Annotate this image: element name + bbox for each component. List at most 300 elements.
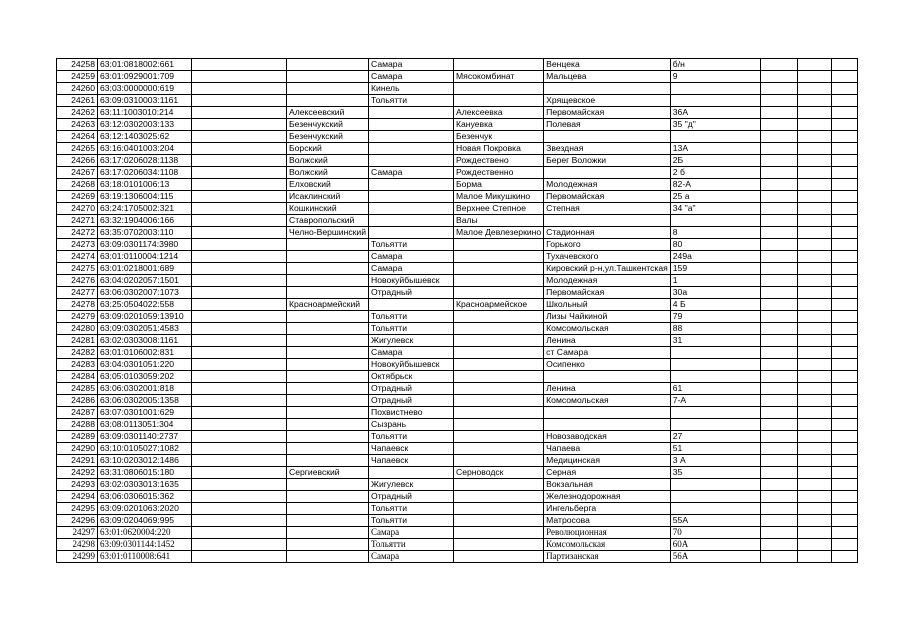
table-cell[interactable] (831, 431, 857, 443)
table-cell[interactable] (287, 59, 369, 71)
table-cell[interactable]: б/н (670, 59, 760, 71)
table-cell[interactable] (760, 95, 797, 107)
table-cell[interactable] (760, 239, 797, 251)
table-cell[interactable]: Безенчукский (287, 131, 369, 143)
table-cell[interactable] (192, 515, 287, 527)
table-cell[interactable] (670, 371, 760, 383)
table-cell[interactable]: 63:09:0301144:1452 (98, 539, 192, 551)
table-cell[interactable]: Первомайская (544, 107, 671, 119)
table-cell[interactable] (192, 551, 287, 563)
table-cell[interactable] (192, 527, 287, 539)
table-cell[interactable]: 27 (670, 431, 760, 443)
table-cell[interactable] (831, 551, 857, 563)
table-cell[interactable]: 63:02:0303013:1635 (98, 479, 192, 491)
table-cell[interactable]: Самара (369, 167, 454, 179)
table-cell[interactable]: 24278 (57, 299, 98, 311)
table-cell[interactable] (670, 479, 760, 491)
table-cell[interactable]: Сызрань (369, 419, 454, 431)
table-cell[interactable]: 24294 (57, 491, 98, 503)
table-cell[interactable] (454, 323, 544, 335)
table-cell[interactable] (454, 527, 544, 539)
table-cell[interactable] (797, 515, 831, 527)
table-cell[interactable] (760, 119, 797, 131)
table-cell[interactable] (760, 419, 797, 431)
table-cell[interactable] (369, 155, 454, 167)
table-cell[interactable] (831, 407, 857, 419)
table-cell[interactable]: 63:32:1904006:166 (98, 215, 192, 227)
table-cell[interactable] (192, 251, 287, 263)
table-cell[interactable] (831, 155, 857, 167)
table-cell[interactable] (797, 383, 831, 395)
table-cell[interactable] (760, 503, 797, 515)
table-cell[interactable] (192, 263, 287, 275)
table-cell[interactable] (831, 119, 857, 131)
table-cell[interactable]: 24285 (57, 383, 98, 395)
table-cell[interactable] (454, 491, 544, 503)
table-cell[interactable]: Серноводск (454, 467, 544, 479)
table-cell[interactable]: 24277 (57, 287, 98, 299)
table-cell[interactable] (797, 491, 831, 503)
table-cell[interactable] (831, 167, 857, 179)
table-cell[interactable] (287, 443, 369, 455)
table-cell[interactable]: 61 (670, 383, 760, 395)
table-cell[interactable] (454, 251, 544, 263)
table-cell[interactable] (831, 203, 857, 215)
table-cell[interactable]: 24288 (57, 419, 98, 431)
table-cell[interactable]: 63:25:0504022:558 (98, 299, 192, 311)
table-cell[interactable]: 7-А (670, 395, 760, 407)
table-cell[interactable] (797, 335, 831, 347)
table-cell[interactable] (797, 539, 831, 551)
table-cell[interactable]: Красноармейское (454, 299, 544, 311)
table-cell[interactable]: 63:04:0202057:1501 (98, 275, 192, 287)
table-cell[interactable]: 24291 (57, 455, 98, 467)
table-cell[interactable]: 88 (670, 323, 760, 335)
table-cell[interactable]: Волжский (287, 155, 369, 167)
table-cell[interactable] (287, 263, 369, 275)
table-cell[interactable]: 63:35:0702003:110 (98, 227, 192, 239)
table-cell[interactable] (797, 143, 831, 155)
table-cell[interactable]: Кировский р-н,ул.Ташкентская (544, 263, 671, 275)
table-cell[interactable]: 63:07:0301001:629 (98, 407, 192, 419)
table-cell[interactable] (831, 263, 857, 275)
table-cell[interactable] (192, 215, 287, 227)
table-cell[interactable] (287, 311, 369, 323)
table-cell[interactable]: Сергиевский (287, 467, 369, 479)
table-cell[interactable]: Безенчук (454, 131, 544, 143)
table-cell[interactable]: Рождественно (454, 167, 544, 179)
table-cell[interactable] (797, 467, 831, 479)
table-cell[interactable] (192, 131, 287, 143)
table-cell[interactable] (797, 215, 831, 227)
table-cell[interactable]: Комсомольская (544, 395, 671, 407)
table-cell[interactable] (369, 227, 454, 239)
table-cell[interactable] (192, 107, 287, 119)
table-cell[interactable]: 63:01:0110004:1214 (98, 251, 192, 263)
table-cell[interactable]: 31 (670, 335, 760, 347)
table-cell[interactable]: Тольятти (369, 95, 454, 107)
table-cell[interactable] (544, 215, 671, 227)
table-cell[interactable]: Тольятти (369, 515, 454, 527)
table-cell[interactable] (831, 179, 857, 191)
table-cell[interactable] (287, 539, 369, 551)
table-cell[interactable]: 159 (670, 263, 760, 275)
table-cell[interactable]: 63:01:0218001:689 (98, 263, 192, 275)
table-cell[interactable] (369, 131, 454, 143)
table-cell[interactable] (760, 299, 797, 311)
table-cell[interactable]: Малое Микушкино (454, 191, 544, 203)
table-cell[interactable]: 24270 (57, 203, 98, 215)
table-cell[interactable] (454, 383, 544, 395)
table-cell[interactable]: 51 (670, 443, 760, 455)
table-cell[interactable] (369, 143, 454, 155)
table-cell[interactable] (544, 83, 671, 95)
table-cell[interactable]: Ставропольский (287, 215, 369, 227)
table-cell[interactable] (454, 263, 544, 275)
table-cell[interactable]: 24282 (57, 347, 98, 359)
table-cell[interactable]: Ленина (544, 383, 671, 395)
table-cell[interactable]: 249а (670, 251, 760, 263)
table-cell[interactable] (797, 83, 831, 95)
table-cell[interactable] (192, 191, 287, 203)
table-cell[interactable]: Ингельберга (544, 503, 671, 515)
table-cell[interactable] (831, 359, 857, 371)
table-cell[interactable]: Отрадный (369, 287, 454, 299)
table-cell[interactable] (192, 371, 287, 383)
table-cell[interactable]: Медицинская (544, 455, 671, 467)
table-cell[interactable]: Серная (544, 467, 671, 479)
table-cell[interactable]: 63:09:0204069:995 (98, 515, 192, 527)
table-cell[interactable]: 60А (670, 539, 760, 551)
table-cell[interactable] (454, 515, 544, 527)
table-cell[interactable] (287, 275, 369, 287)
table-cell[interactable]: 63:06:0302001:818 (98, 383, 192, 395)
table-cell[interactable]: Чапаевск (369, 443, 454, 455)
table-cell[interactable] (287, 527, 369, 539)
table-cell[interactable]: Борма (454, 179, 544, 191)
table-cell[interactable]: ст Самара (544, 347, 671, 359)
table-cell[interactable] (369, 467, 454, 479)
table-cell[interactable] (831, 107, 857, 119)
table-cell[interactable]: Горького (544, 239, 671, 251)
table-cell[interactable] (192, 503, 287, 515)
table-cell[interactable] (760, 467, 797, 479)
table-cell[interactable] (192, 395, 287, 407)
table-cell[interactable]: Самара (369, 59, 454, 71)
table-cell[interactable]: Венцека (544, 59, 671, 71)
table-cell[interactable]: Жигулевск (369, 479, 454, 491)
table-cell[interactable] (797, 179, 831, 191)
table-cell[interactable]: 63:19:1306004:115 (98, 191, 192, 203)
table-cell[interactable] (670, 131, 760, 143)
table-cell[interactable]: Самара (369, 251, 454, 263)
table-cell[interactable]: Комсомольская (544, 323, 671, 335)
table-cell[interactable]: Кошкинский (287, 203, 369, 215)
table-cell[interactable] (760, 203, 797, 215)
table-cell[interactable] (454, 539, 544, 551)
table-cell[interactable]: Самара (369, 71, 454, 83)
table-cell[interactable] (797, 239, 831, 251)
table-cell[interactable] (287, 71, 369, 83)
table-cell[interactable]: 63:06:0306015:362 (98, 491, 192, 503)
table-cell[interactable]: Тухачевского (544, 251, 671, 263)
table-cell[interactable]: 24284 (57, 371, 98, 383)
table-cell[interactable] (192, 467, 287, 479)
table-cell[interactable]: 63:02:0303008:1161 (98, 335, 192, 347)
table-cell[interactable] (760, 59, 797, 71)
table-cell[interactable] (831, 443, 857, 455)
table-cell[interactable]: 24274 (57, 251, 98, 263)
table-cell[interactable] (797, 419, 831, 431)
table-cell[interactable] (192, 275, 287, 287)
table-cell[interactable] (831, 71, 857, 83)
table-cell[interactable]: 63:03:0000000:619 (98, 83, 192, 95)
table-cell[interactable]: 63:12:1403025:62 (98, 131, 192, 143)
table-cell[interactable] (760, 83, 797, 95)
table-cell[interactable] (454, 551, 544, 563)
table-cell[interactable] (831, 371, 857, 383)
table-cell[interactable] (454, 347, 544, 359)
table-cell[interactable]: 24295 (57, 503, 98, 515)
table-cell[interactable] (831, 143, 857, 155)
table-cell[interactable] (760, 311, 797, 323)
table-cell[interactable] (287, 395, 369, 407)
table-cell[interactable]: Школьный (544, 299, 671, 311)
table-cell[interactable] (454, 443, 544, 455)
table-cell[interactable] (797, 95, 831, 107)
table-cell[interactable]: 24298 (57, 539, 98, 551)
table-cell[interactable]: 63:05:0103059:202 (98, 371, 192, 383)
table-cell[interactable]: Безенчукский (287, 119, 369, 131)
table-cell[interactable]: Партизанская (544, 551, 671, 563)
table-cell[interactable] (192, 419, 287, 431)
table-cell[interactable] (192, 59, 287, 71)
table-cell[interactable]: 63:01:0929001:709 (98, 71, 192, 83)
table-cell[interactable] (760, 383, 797, 395)
table-cell[interactable]: 35 "д" (670, 119, 760, 131)
table-cell[interactable] (454, 359, 544, 371)
table-cell[interactable] (831, 251, 857, 263)
table-cell[interactable] (369, 203, 454, 215)
table-cell[interactable] (797, 371, 831, 383)
table-cell[interactable]: 56А (670, 551, 760, 563)
table-cell[interactable]: Степная (544, 203, 671, 215)
table-cell[interactable]: Жигулевск (369, 335, 454, 347)
table-cell[interactable]: 24266 (57, 155, 98, 167)
table-cell[interactable]: 3 А (670, 455, 760, 467)
table-cell[interactable] (760, 107, 797, 119)
table-cell[interactable] (369, 299, 454, 311)
table-cell[interactable]: 63:10:0203012:1486 (98, 455, 192, 467)
table-cell[interactable] (797, 59, 831, 71)
table-cell[interactable]: Алексеевка (454, 107, 544, 119)
table-cell[interactable] (760, 263, 797, 275)
table-cell[interactable]: Тольятти (369, 503, 454, 515)
table-cell[interactable]: 8 (670, 227, 760, 239)
table-cell[interactable] (287, 371, 369, 383)
table-cell[interactable] (454, 395, 544, 407)
table-cell[interactable] (287, 551, 369, 563)
table-cell[interactable] (369, 191, 454, 203)
table-cell[interactable]: Молодежная (544, 179, 671, 191)
table-cell[interactable] (192, 143, 287, 155)
table-cell[interactable] (831, 467, 857, 479)
table-cell[interactable]: Отрадный (369, 395, 454, 407)
table-cell[interactable] (287, 503, 369, 515)
table-cell[interactable] (797, 443, 831, 455)
table-cell[interactable] (287, 419, 369, 431)
table-cell[interactable] (797, 299, 831, 311)
table-cell[interactable] (192, 455, 287, 467)
table-cell[interactable]: Ленина (544, 335, 671, 347)
table-cell[interactable] (544, 167, 671, 179)
table-cell[interactable] (797, 107, 831, 119)
table-cell[interactable] (831, 479, 857, 491)
table-cell[interactable]: 1 (670, 275, 760, 287)
table-cell[interactable]: Отрадный (369, 491, 454, 503)
table-cell[interactable] (192, 359, 287, 371)
table-cell[interactable]: 55А (670, 515, 760, 527)
table-cell[interactable]: 63:09:0201063:2020 (98, 503, 192, 515)
table-cell[interactable] (831, 227, 857, 239)
table-cell[interactable]: 63:06:0302005:1358 (98, 395, 192, 407)
table-cell[interactable] (287, 455, 369, 467)
table-cell[interactable]: 13А (670, 143, 760, 155)
table-cell[interactable] (760, 431, 797, 443)
table-cell[interactable]: 63:17:0206028:1138 (98, 155, 192, 167)
table-cell[interactable] (760, 491, 797, 503)
table-cell[interactable] (454, 503, 544, 515)
table-cell[interactable]: Отрадный (369, 383, 454, 395)
table-cell[interactable] (760, 131, 797, 143)
table-cell[interactable] (797, 71, 831, 83)
table-cell[interactable] (760, 323, 797, 335)
table-cell[interactable] (192, 203, 287, 215)
table-cell[interactable] (760, 335, 797, 347)
table-cell[interactable]: Новозаводская (544, 431, 671, 443)
table-cell[interactable]: Тольятти (369, 431, 454, 443)
table-cell[interactable]: Чапаевск (369, 455, 454, 467)
table-cell[interactable] (831, 215, 857, 227)
table-cell[interactable]: Тольятти (369, 323, 454, 335)
table-cell[interactable] (192, 167, 287, 179)
table-cell[interactable]: 36А (670, 107, 760, 119)
table-cell[interactable]: Самара (369, 347, 454, 359)
table-cell[interactable] (454, 419, 544, 431)
table-cell[interactable]: Революционная (544, 527, 671, 539)
table-cell[interactable]: 63:08:0113051:304 (98, 419, 192, 431)
table-cell[interactable] (192, 119, 287, 131)
table-cell[interactable]: 2 б (670, 167, 760, 179)
table-cell[interactable] (192, 539, 287, 551)
table-cell[interactable]: 24283 (57, 359, 98, 371)
table-cell[interactable]: Лизы Чайкиной (544, 311, 671, 323)
table-cell[interactable]: Первомайская (544, 191, 671, 203)
table-cell[interactable]: 24273 (57, 239, 98, 251)
table-cell[interactable]: 24259 (57, 71, 98, 83)
table-cell[interactable]: Валы (454, 215, 544, 227)
table-cell[interactable]: 24268 (57, 179, 98, 191)
table-cell[interactable]: 24286 (57, 395, 98, 407)
table-cell[interactable] (797, 311, 831, 323)
table-cell[interactable] (287, 515, 369, 527)
table-cell[interactable] (797, 527, 831, 539)
table-cell[interactable]: 63:11:1003010:214 (98, 107, 192, 119)
table-cell[interactable]: 24287 (57, 407, 98, 419)
table-cell[interactable] (831, 335, 857, 347)
table-cell[interactable] (192, 155, 287, 167)
table-cell[interactable] (831, 395, 857, 407)
table-cell[interactable]: Челно-Вершинский (287, 227, 369, 239)
table-cell[interactable] (797, 359, 831, 371)
table-cell[interactable] (797, 455, 831, 467)
table-cell[interactable] (831, 323, 857, 335)
table-cell[interactable]: 24267 (57, 167, 98, 179)
table-cell[interactable]: 24260 (57, 83, 98, 95)
table-cell[interactable] (831, 515, 857, 527)
table-cell[interactable] (797, 227, 831, 239)
table-cell[interactable]: Молодежная (544, 275, 671, 287)
table-cell[interactable]: 24272 (57, 227, 98, 239)
table-cell[interactable] (192, 311, 287, 323)
table-cell[interactable]: 63:01:0106002:831 (98, 347, 192, 359)
table-cell[interactable]: 30а (670, 287, 760, 299)
table-cell[interactable]: 63:09:0310003:1161 (98, 95, 192, 107)
table-cell[interactable] (797, 431, 831, 443)
table-cell[interactable]: Вокзальная (544, 479, 671, 491)
table-cell[interactable] (454, 83, 544, 95)
table-cell[interactable]: Волжский (287, 167, 369, 179)
table-cell[interactable] (192, 479, 287, 491)
table-cell[interactable]: 79 (670, 311, 760, 323)
table-cell[interactable] (797, 479, 831, 491)
table-cell[interactable] (192, 179, 287, 191)
table-cell[interactable]: Тольятти (369, 239, 454, 251)
table-cell[interactable]: Малое Девлезеркино (454, 227, 544, 239)
table-cell[interactable] (797, 407, 831, 419)
table-cell[interactable]: 24265 (57, 143, 98, 155)
table-cell[interactable]: Самара (369, 551, 454, 563)
table-cell[interactable] (287, 383, 369, 395)
table-cell[interactable]: Кинель (369, 83, 454, 95)
table-cell[interactable] (287, 407, 369, 419)
table-cell[interactable] (831, 83, 857, 95)
table-cell[interactable]: Мальцева (544, 71, 671, 83)
table-cell[interactable]: Рождествено (454, 155, 544, 167)
table-cell[interactable]: Матросова (544, 515, 671, 527)
table-cell[interactable] (192, 491, 287, 503)
table-cell[interactable] (192, 443, 287, 455)
table-cell[interactable] (831, 455, 857, 467)
table-cell[interactable] (831, 287, 857, 299)
table-cell[interactable] (760, 371, 797, 383)
table-cell[interactable] (192, 299, 287, 311)
table-cell[interactable]: 63:31:0806015:180 (98, 467, 192, 479)
table-cell[interactable]: 24299 (57, 551, 98, 563)
table-cell[interactable] (797, 131, 831, 143)
table-cell[interactable] (454, 275, 544, 287)
table-cell[interactable] (192, 407, 287, 419)
table-cell[interactable] (760, 287, 797, 299)
table-cell[interactable] (760, 155, 797, 167)
table-cell[interactable]: 24258 (57, 59, 98, 71)
table-cell[interactable]: Мясокомбинат (454, 71, 544, 83)
table-cell[interactable] (831, 299, 857, 311)
table-cell[interactable] (760, 167, 797, 179)
table-cell[interactable]: Октябрьск (369, 371, 454, 383)
table-cell[interactable] (192, 83, 287, 95)
table-cell[interactable] (192, 431, 287, 443)
